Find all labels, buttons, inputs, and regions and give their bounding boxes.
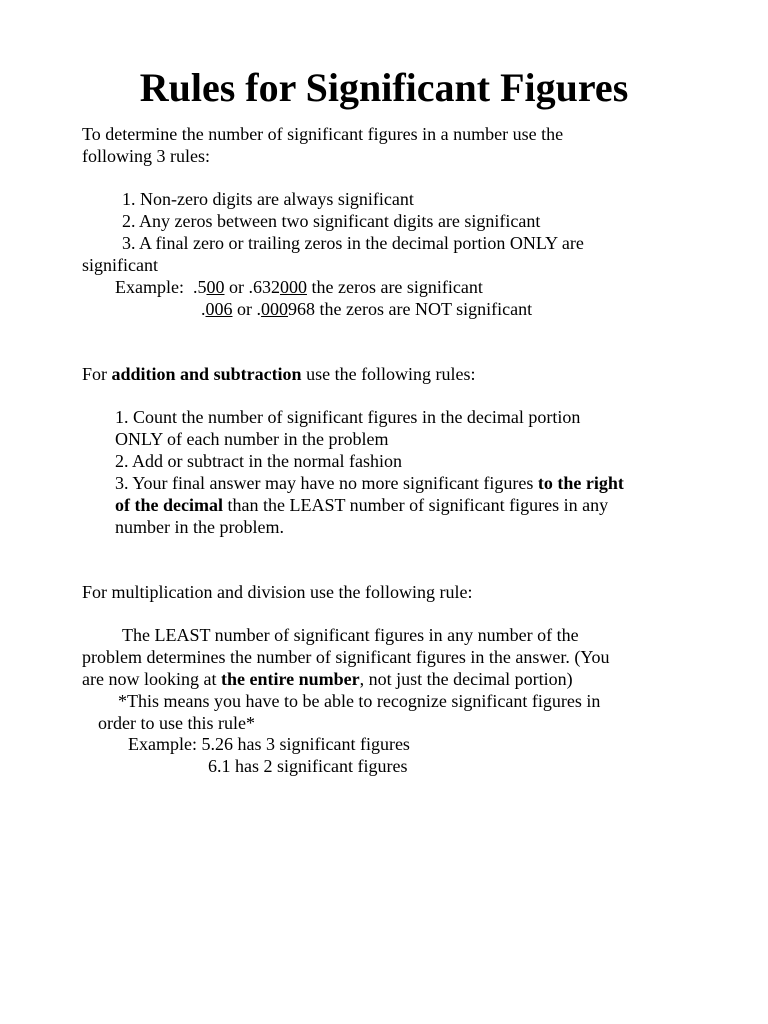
rule-3-line-2: significant <box>82 255 158 275</box>
addsub-step-3-line-2 <box>115 494 608 516</box>
underlined-zeros-b2: 000 <box>261 299 288 319</box>
addsub-step-3-pre: 3. Your final answer may have no more significant figures <box>115 473 538 493</box>
example-or-1: or .632 <box>224 277 280 297</box>
example-tail-2: 968 the zeros are NOT significant <box>288 299 533 319</box>
muldiv-para-pre: are now looking at <box>82 669 221 689</box>
muldiv-example-2: 6.1 has 2 significant figures <box>208 756 408 776</box>
page-title: Rules for Significant Figures <box>139 65 629 110</box>
underlined-zeros-a: 00 <box>206 277 225 297</box>
addsub-intro-bold: addition and subtraction <box>111 364 302 384</box>
muldiv-para-post: , not just the decimal portion) <box>359 669 573 689</box>
rule-1: 1. Non-zero digits are always significant <box>122 189 414 209</box>
underlined-zeros-a2: 000 <box>279 277 307 297</box>
muldiv-note-line-1: *This means you have to be able to recognize significant figures in <box>118 691 601 711</box>
rule-3-line-1: 3. A final zero or trailing zeros in the decimal portion ONLY are <box>122 233 584 253</box>
addsub-intro-post: use the following rules: <box>301 364 476 384</box>
addsub-step-3-line-1 <box>115 472 624 494</box>
intro-line-1: To determine the number of significant figures in a number use the <box>82 124 564 144</box>
muldiv-para-bold: the entire number <box>220 669 360 689</box>
muldiv-para-line-2: problem determines the number of significant figures in the answer. (You <box>82 647 610 667</box>
muldiv-example-1: Example: 5.26 has 3 significant figures <box>128 734 410 754</box>
addsub-step-2: 2. Add or subtract in the normal fashion <box>115 451 402 471</box>
example-line-1 <box>115 276 483 298</box>
rule-2: 2. Any zeros between two significant digits are significant <box>122 211 541 231</box>
addsub-step-1-line-1: 1. Count the number of significant figures in the decimal portion <box>115 407 581 427</box>
example-value-b: . <box>201 299 206 319</box>
example-value-a: .5 <box>192 277 207 297</box>
addsub-step-3-post: than the LEAST number of significant figures in any <box>222 495 609 515</box>
muldiv-para-line-1: The LEAST number of significant figures in any number of the <box>122 625 579 645</box>
example-tail-1: the zeros are significant <box>306 277 483 297</box>
example-label: Example: <box>115 277 184 297</box>
muldiv-intro: For multiplication and division use the following rule: <box>82 582 473 602</box>
addsub-intro <box>82 363 476 385</box>
muldiv-para-line-3 <box>82 668 573 690</box>
addsub-step-3-bold-2: of the decimal <box>115 495 223 515</box>
addsub-intro-pre: For <box>82 364 112 384</box>
example-or-2: or . <box>232 299 261 319</box>
underlined-zeros-b: 006 <box>205 299 233 319</box>
muldiv-note-line-2: order to use this rule* <box>98 713 255 733</box>
addsub-step-3-line-3: number in the problem. <box>115 517 284 537</box>
intro-line-2: following 3 rules: <box>82 146 210 166</box>
example-line-2 <box>201 298 532 320</box>
addsub-step-3-bold-1: to the right <box>537 473 624 493</box>
addsub-step-1-line-2: ONLY of each number in the problem <box>115 429 389 449</box>
